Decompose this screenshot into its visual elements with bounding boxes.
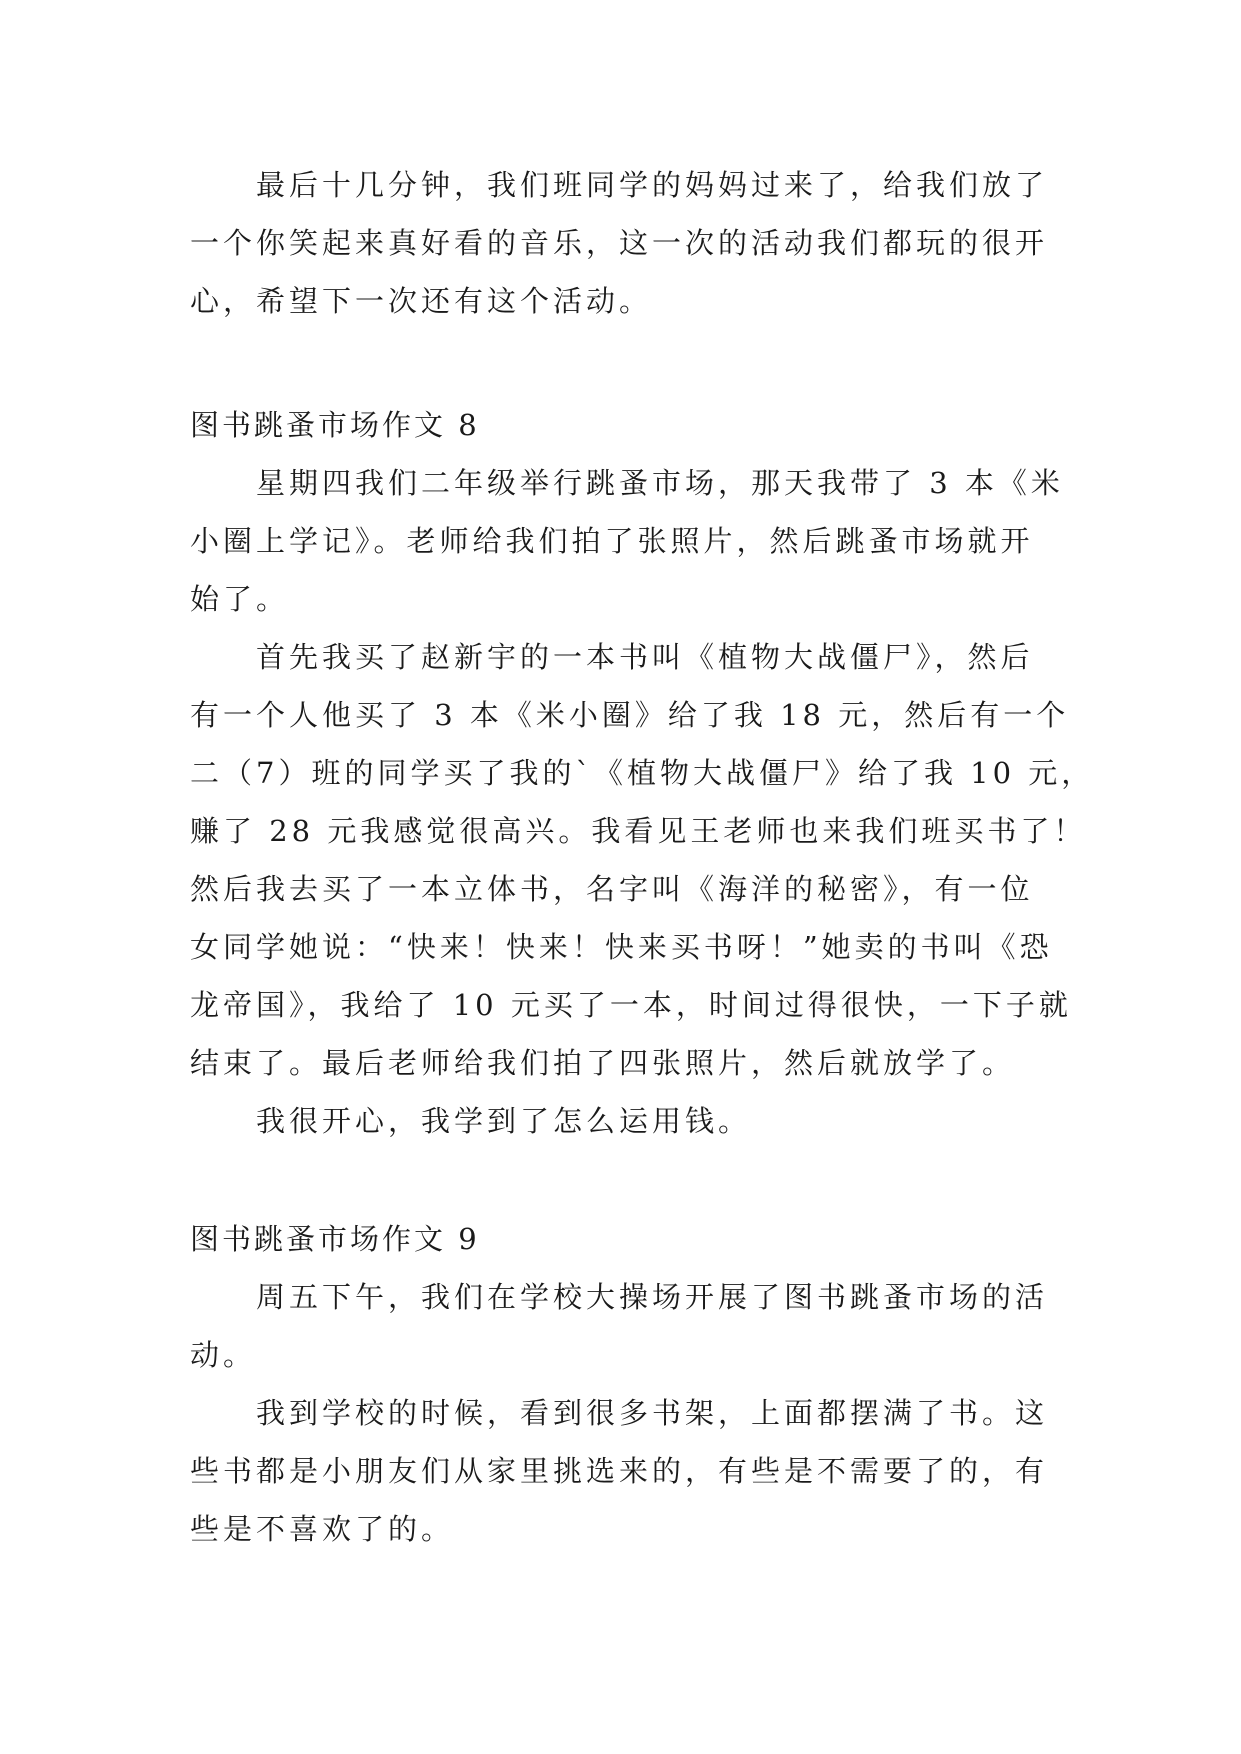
paragraph-line: 心，希望下一次还有这个活动。 — [190, 284, 653, 318]
paragraph-line: 有一个人他买了 3 本《米小圈》给了我 18 元，然后有一个 — [190, 698, 1070, 732]
paragraph-line: 始了。 — [190, 582, 290, 616]
paragraph-line: 小圈上学记》。老师给我们拍了张照片，然后跳蚤市场就开 — [190, 524, 1034, 558]
essay-8-paragraph-3 — [190, 1092, 1070, 1150]
paragraph-line: 结束了。最后老师给我们拍了四张照片，然后就放学了。 — [190, 1046, 1016, 1080]
essay-8-section — [190, 396, 1095, 1150]
essay-8-title: 图书跳蚤市场作文 8 — [190, 408, 480, 442]
paragraph-line: 些书都是小朋友们从家里挑选来的，有些是不需要了的，有 — [190, 1454, 1049, 1488]
essay-9-title: 图书跳蚤市场作文 9 — [190, 1222, 480, 1256]
prev-essay-paragraph — [190, 156, 1070, 330]
paragraph-line: 二（7）班的同学买了我的`《植物大战僵尸》给了我 10 元， — [190, 756, 1095, 790]
paragraph-line: 女同学她说：“快来！快来！快来买书呀！”她卖的书叫《恐 — [190, 930, 1053, 964]
paragraph-line: 最后十几分钟，我们班同学的妈妈过来了，给我们放了 — [256, 168, 1049, 202]
paragraph-line: 我到学校的时候，看到很多书架，上面都摆满了书。这 — [256, 1396, 1049, 1430]
paragraph-line: 动。 — [190, 1338, 257, 1372]
paragraph-line: 龙帝国》，我给了 10 元买了一本，时间过得很快，一下子就 — [190, 988, 1072, 1022]
essay-8-paragraph-2 — [190, 628, 1095, 1092]
essay-9-section — [190, 1210, 1070, 1558]
paragraph-line: 些是不喜欢了的。 — [190, 1512, 455, 1546]
essay-9-paragraph-1 — [190, 1268, 1070, 1384]
paragraph-line: 然后我去买了一本立体书，名字叫《海洋的秘密》，有一位 — [190, 872, 1034, 906]
paragraph-line: 星期四我们二年级举行跳蚤市场，那天我带了 3 本《米 — [256, 466, 1064, 500]
paragraph-line: 首先我买了赵新宇的一本书叫《植物大战僵尸》，然后 — [256, 640, 1034, 674]
essay-9-paragraph-2 — [190, 1384, 1070, 1558]
essay-8-paragraph-1 — [190, 454, 1070, 628]
paragraph-line: 周五下午，我们在学校大操场开展了图书跳蚤市场的活 — [256, 1280, 1049, 1314]
paragraph-line: 赚了 28 元我感觉很高兴。我看见王老师也来我们班买书了！ — [190, 814, 1087, 848]
paragraph-line: 我很开心，我学到了怎么运用钱。 — [256, 1104, 752, 1138]
paragraph-line: 一个你笑起来真好看的音乐，这一次的活动我们都玩的很开 — [190, 226, 1049, 260]
